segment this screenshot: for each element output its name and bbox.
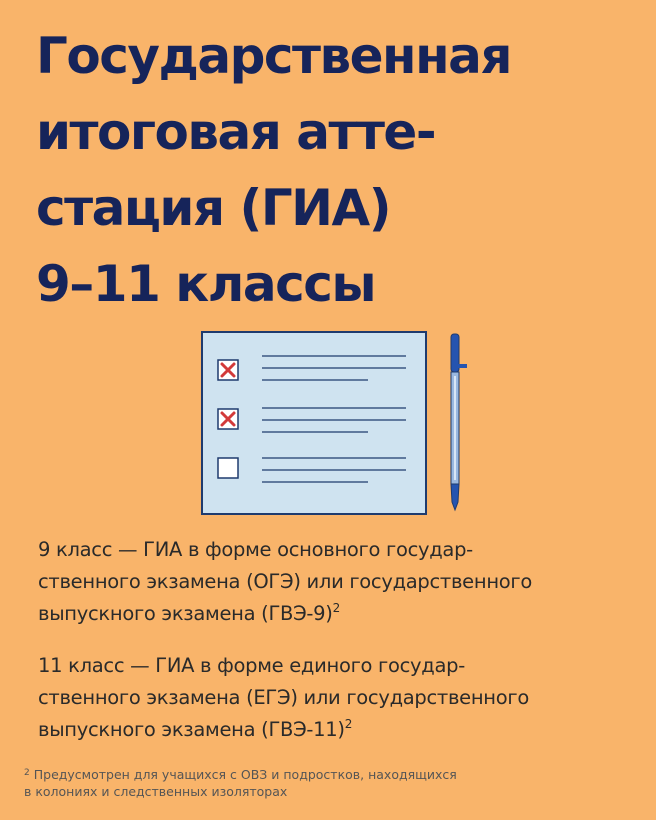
checkbox-checked-icon bbox=[218, 409, 238, 429]
page-title bbox=[36, 18, 646, 322]
title-line: стация (ГИА) bbox=[36, 179, 391, 237]
footnote-text: Предусмотрен для учащихся с ОВЗ и подростков, находящихся bbox=[33, 767, 457, 782]
paragraph-line: ственного экзамена (ОГЭ) или государственного bbox=[38, 570, 532, 593]
grade-9-description bbox=[38, 534, 638, 630]
footnote-reference: 2 bbox=[344, 717, 353, 731]
title-line: 9–11 классы bbox=[36, 255, 376, 313]
paragraph-line: ственного экзамена (ЕГЭ) или государственного bbox=[38, 686, 529, 709]
exam-illustration bbox=[200, 330, 470, 516]
footnote-marker: 2 bbox=[24, 768, 30, 778]
title-line: Государственная bbox=[36, 27, 511, 85]
grade-11-description bbox=[38, 650, 638, 746]
paragraph-line bbox=[38, 714, 638, 746]
paragraph-line: 11 класс — ГИА в форме единого государ- bbox=[38, 654, 465, 677]
paragraph-text: выпускного экзамена (ГВЭ-9) bbox=[38, 602, 333, 625]
footnote-line: в колониях и следственных изоляторах bbox=[24, 784, 288, 799]
footnote-reference: 2 bbox=[332, 601, 340, 615]
paragraph-text: выпускного экзамена (ГВЭ-11) bbox=[38, 718, 345, 741]
pen-icon bbox=[451, 334, 467, 510]
title-line: итоговая атте- bbox=[36, 103, 436, 161]
paragraph-line: 9 класс — ГИА в форме основного государ- bbox=[38, 538, 473, 561]
exam-sheet-icon bbox=[202, 332, 426, 514]
footnote-line bbox=[24, 766, 644, 783]
checkbox-empty-icon bbox=[218, 458, 238, 478]
checkbox-checked-icon bbox=[218, 360, 238, 380]
paragraph-line bbox=[38, 598, 638, 630]
footnote bbox=[24, 766, 644, 800]
